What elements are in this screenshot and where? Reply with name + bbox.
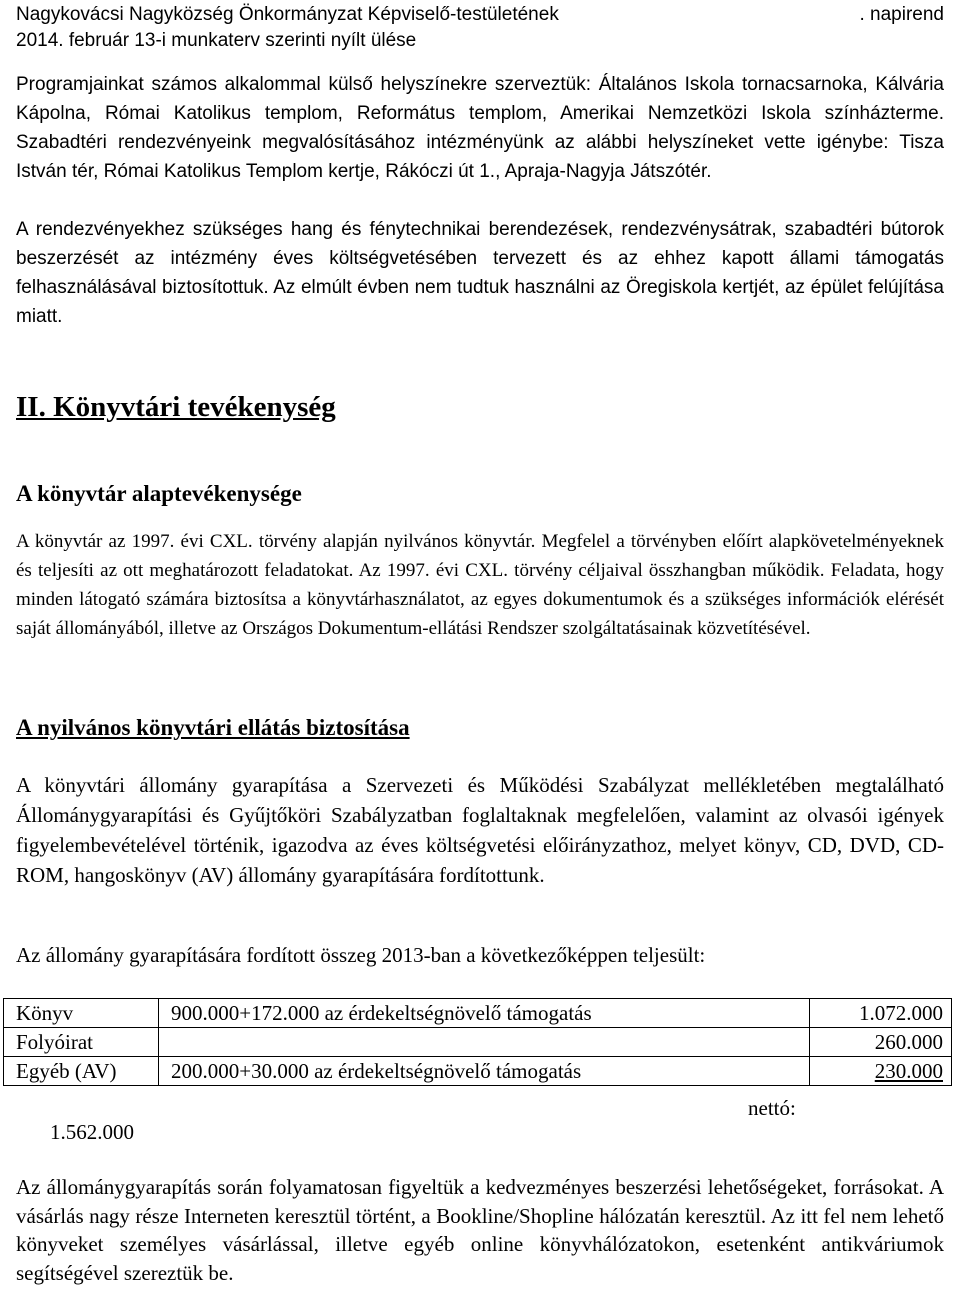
table-cell-detail: 200.000+30.000 az érdekeltségnövelő támogatás [159,1057,810,1086]
table-row [4,999,952,1028]
subheading-public-service: A nyilvános könyvtári ellátás biztosítása [16,715,410,740]
paragraph-acquisition-intro: Az állomány gyarapítására fordított összeg 2013-ban a következőképpen teljesült: [16,943,706,967]
header-agenda-item: . napirend [859,4,944,25]
subheading-basic-activity: A könyvtár alaptevékenysége [16,481,302,506]
table-cell-amount: 260.000 [810,1028,952,1057]
paragraph-equipment: A rendezvényekhez szükséges hang és fénytechnikai berendezések, rendezvénysátrak, szabadtéri bútorok beszerzését az intézmény éves költségvetésében tervezett és az ehhez kapott állami támogatás felhasználásával biztosítottuk. Az elmúlt évben nem tudtuk használni az Öregiskola kertjét, az épület felújítása miatt. [16,219,944,327]
document-header [16,3,944,27]
netto-total: 1.562.000 [50,1120,134,1144]
header-meeting-date: 2014. február 13-i munkaterv szerinti nyílt ülése [16,30,417,51]
netto-label: nettó: [748,1096,796,1120]
paragraph-library-law: A könyvtár az 1997. évi CXL. törvény alapján nyilvános könyvtár. Megfelel a törvényben előírt alapkövetelményeknek és teljesíti az ott meghatározott feladatokat. Az 1997. évi CXL. törvény céljaival összhangban működik. Feladata, hogy minden látogató számára biztosítsa a könyvtárhasználatot, az egyes dokumentumok és a szükséges információk elérését saját állományából, illetve az Országos Dokumentum-ellátási Rendszer szolgáltatásainak közvetítésével. [16,531,944,639]
paragraph-venues: Programjainkat számos alkalommal külső helyszínekre szerveztük: Általános Iskola tornacsarnoka, Kálvária Kápolna, Római Katolikus templom, Református templom, Amerikai Nemzetközi Iskola színházterme. Szabadtéri rendezvényeink megvalósításához intézményünk az alábbi helyszíneket vette igénybe: Tisza István tér, Római Katolikus Templom kertje, Rákóczi út 1., Apraja-Nagyja Játszótér. [16,74,944,182]
table-row [4,1057,952,1086]
table-cell-amount: 1.072.000 [810,999,952,1028]
paragraph-acquisition: A könyvtári állomány gyarapítása a Szervezeti és Működési Szabályzat mellékletében megtalálható Állománygyarapítási és Gyűjtőköri Szabályzatban foglaltaknak megfelelően, valamint az olvasói igények figyelembevételével történik, igazodva az éves költségvetési előirányzathoz, melyet könyv, CD, DVD, CD-ROM, hangoskönyv (AV) állomány gyarapítására fordítottunk. [16,773,944,887]
table-cell-amount: 230.000 [874,1059,943,1083]
paragraph-purchasing: Az állománygyarapítás során folyamatosan figyeltük a kedvezményes beszerzési lehetőségeket, forrásokat. A vásárlás nagy része Interneten keresztül történt, a Bookline/Shopline hálózatán keresztül. Az itt fel nem lehető könyveket személyes vásárlással, illetve egyéb online könyvhálózatokon, esetenként antikváriumok segítségével szereztük be. [16,1175,944,1285]
table-row [4,1028,952,1057]
acquisition-table [3,998,952,1086]
table-cell-category: Egyéb (AV) [4,1057,159,1086]
section-heading: II. Könyvtári tevékenység [16,391,336,423]
table-cell-category: Könyv [4,999,159,1028]
table-cell-category: Folyóirat [4,1028,159,1057]
header-title: Nagykovácsi Nagyközség Önkormányzat Képviselő-testületének [16,4,559,25]
table-cell-detail [159,1028,810,1057]
table-cell-detail: 900.000+172.000 az érdekeltségnövelő támogatás [159,999,810,1028]
